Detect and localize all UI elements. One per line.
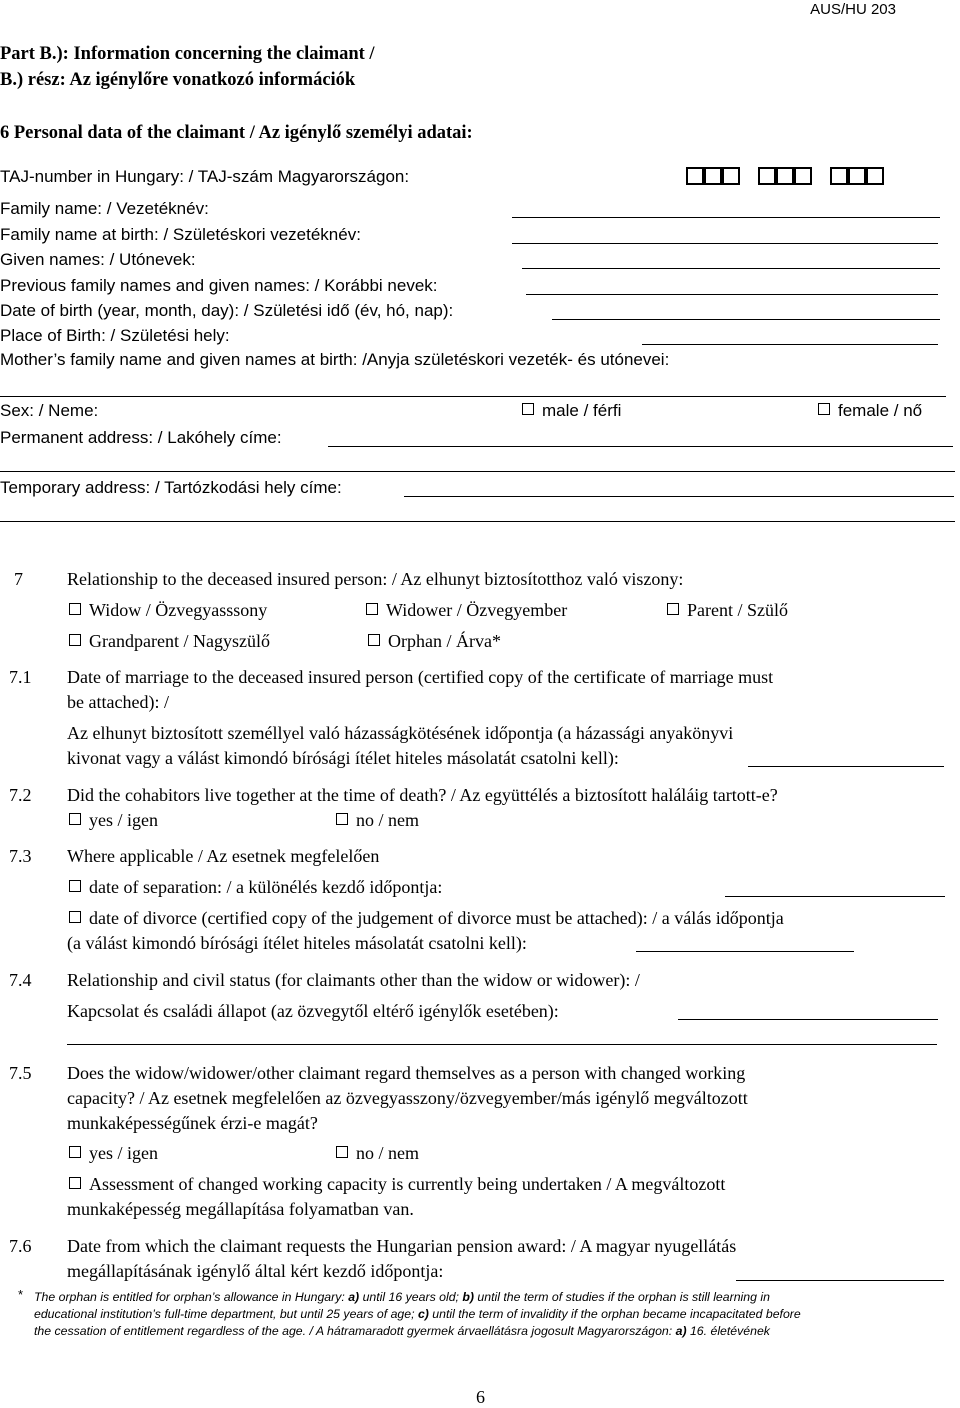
section-7-2-question: Did the cohabitors live together at the time of death? / Az együttélés a biztosított haláláig tartott-e?	[67, 785, 778, 805]
checkbox-icon	[336, 813, 348, 825]
permanent-address-field-2[interactable]	[0, 471, 955, 472]
checkbox-icon	[667, 603, 679, 615]
option-parent[interactable]: Parent / Szülő	[667, 600, 788, 621]
checkbox-icon	[818, 403, 830, 415]
part-title-hu: B.) rész: Az igénylőre vonatkozó információk	[0, 70, 356, 90]
cohabit-no-option[interactable]: no / nem	[336, 810, 419, 831]
temporary-address-field[interactable]	[404, 496, 954, 497]
taj-label: TAJ-number in Hungary: / TAJ-szám Magyarországon:	[0, 167, 410, 186]
section-7-5-line1: Does the widow/widower/other claimant regard themselves as a person with changed working	[67, 1063, 746, 1083]
family-name-field[interactable]	[512, 217, 940, 218]
pension-start-date-field[interactable]	[736, 1280, 944, 1281]
civil-status-field-2[interactable]	[67, 1044, 937, 1045]
section-7-6-line1: Date from which the claimant requests the Hungarian pension award: / A magyar nyugellátás	[67, 1236, 737, 1256]
footnote-star: *	[18, 1287, 24, 1302]
checkbox-icon	[336, 1146, 348, 1158]
section-7-1-line2: be attached): /	[67, 692, 169, 712]
place-of-birth-field[interactable]	[642, 344, 938, 345]
capacity-no-option[interactable]: no / nem	[336, 1143, 419, 1164]
sex-label: Sex: / Neme:	[0, 401, 99, 420]
checkbox-icon	[69, 1146, 81, 1158]
civil-status-field[interactable]	[678, 1019, 938, 1020]
previous-names-label: Previous family names and given names: / Korábbi nevek:	[0, 276, 438, 295]
option-grandparent[interactable]: Grandparent / Nagyszülő	[69, 631, 270, 652]
sex-female-option[interactable]: female / nő	[818, 401, 922, 421]
section-7-5-line2: capacity? / Az esetnek megfelelően az özvegyasszony/özvegyember/más igénylő megváltozott	[67, 1088, 748, 1108]
capacity-yes-option[interactable]: yes / igen	[69, 1143, 158, 1164]
option-orphan[interactable]: Orphan / Árva*	[368, 631, 501, 652]
family-name-birth-label: Family name at birth: / Születéskori vezetéknév:	[0, 225, 361, 244]
checkbox-icon	[522, 403, 534, 415]
assessment-line2: munkaképesség megállapítása folyamatban van.	[67, 1199, 414, 1219]
checkbox-icon	[69, 880, 81, 892]
checkbox-icon	[69, 813, 81, 825]
given-names-field[interactable]	[522, 268, 940, 269]
footnote-line2: educational institution’s full-time department, but until 25 years of age; c) until the term of invalidity if the orphan became incapacitated before	[34, 1307, 801, 1321]
sex-male-option[interactable]: male / férfi	[522, 401, 621, 421]
taj-group-3	[830, 167, 884, 190]
section-7-1-line3: Az elhunyt biztosított személlyel való házasságkötésének időpontja (a házassági anyakönyvi	[67, 723, 734, 743]
marriage-date-field[interactable]	[748, 766, 944, 767]
family-name-label: Family name: / Vezetéknév:	[0, 199, 209, 218]
divorce-option[interactable]: date of divorce (certified copy of the judgement of divorce must be attached): / a válás időpontja	[69, 908, 784, 929]
permanent-address-field[interactable]	[328, 446, 953, 447]
checkbox-icon	[69, 634, 81, 646]
assessment-option[interactable]: Assessment of changed working capacity is currently being undertaken / A megváltozott	[69, 1174, 725, 1195]
checkbox-icon	[368, 634, 380, 646]
family-name-birth-field[interactable]	[512, 243, 938, 244]
temporary-address-field-2[interactable]	[0, 521, 955, 522]
place-of-birth-label: Place of Birth: / Születési hely:	[0, 326, 230, 345]
section-7-6-number: 7.6	[9, 1236, 32, 1256]
section-7-6-line2: megállapításának igénylő által kért kezdő időpontja:	[67, 1261, 444, 1281]
mother-name-label: Mother’s family name and given names at birth: /Anyja születéskori vezeték- és utónevei:	[0, 350, 670, 369]
previous-names-field[interactable]	[526, 294, 938, 295]
section-7-2-number: 7.2	[9, 785, 32, 805]
section-7-title: Relationship to the deceased insured person: / Az elhunyt biztosítotthoz való viszony:	[67, 569, 684, 589]
option-widower[interactable]: Widower / Özvegyember	[366, 600, 567, 621]
temporary-address-label: Temporary address: / Tartózkodási hely címe:	[0, 478, 342, 497]
separation-date-field[interactable]	[725, 896, 945, 897]
divorce-line2: (a válást kimondó bírósági ítélet hiteles másolatát csatolni kell):	[67, 933, 527, 953]
section-7-number: 7	[14, 569, 23, 589]
footnote-line3: the cessation of entitlement regardless of the age. / A hátramaradott gyermek árvaellátásra jogosult Magyarországon: a) 16. életévének	[34, 1324, 770, 1338]
section-7-3-title: Where applicable / Az esetnek megfelelően	[67, 846, 380, 866]
mother-name-field[interactable]	[0, 396, 946, 397]
taj-number-boxes[interactable]	[686, 167, 884, 190]
checkbox-icon	[69, 911, 81, 923]
page-number: 6	[476, 1387, 485, 1407]
permanent-address-label: Permanent address: / Lakóhely címe:	[0, 428, 282, 447]
section-7-4-line2: Kapcsolat és családi állapot (az özvegytől eltérő igénylők esetében):	[67, 1001, 559, 1021]
date-of-birth-label: Date of birth (year, month, day): / Születési idő (év, hó, nap):	[0, 301, 454, 320]
section-7-5-number: 7.5	[9, 1063, 32, 1083]
taj-group-1	[686, 167, 740, 190]
checkbox-icon	[69, 603, 81, 615]
section-7-5-line3: munkaképességűnek érzi-e magát?	[67, 1113, 318, 1133]
footnote-line1: The orphan is entitled for orphan’s allowance in Hungary: a) until 16 years old; b) until the term of studies if the orphan is still learning in	[34, 1290, 770, 1304]
section-7-1-line4: kivonat vagy a válást kimondó bírósági ítélet hiteles másolatát csatolni kell):	[67, 748, 619, 768]
section-7-3-number: 7.3	[9, 846, 32, 866]
section-6-title: 6 Personal data of the claimant / Az igénylő személyi adatai:	[0, 123, 473, 143]
document-code: AUS/HU 203	[810, 1, 896, 18]
section-7-4-number: 7.4	[9, 970, 32, 990]
divorce-date-field[interactable]	[636, 951, 854, 952]
date-of-birth-field[interactable]	[552, 319, 940, 320]
checkbox-icon	[366, 603, 378, 615]
section-7-1-line1: Date of marriage to the deceased insured person (certified copy of the certificate of marriage must	[67, 667, 774, 687]
part-title-en: Part B.): Information concerning the claimant /	[0, 44, 375, 64]
checkbox-icon	[69, 1177, 81, 1189]
given-names-label: Given names: / Utónevek:	[0, 250, 196, 269]
option-widow[interactable]: Widow / Özvegyasssony	[69, 600, 267, 621]
section-7-4-line1: Relationship and civil status (for claimants other than the widow or widower): /	[67, 970, 640, 990]
cohabit-yes-option[interactable]: yes / igen	[69, 810, 158, 831]
separation-option[interactable]: date of separation: / a különélés kezdő időpontja:	[69, 877, 442, 898]
section-7-1-number: 7.1	[9, 667, 32, 687]
taj-group-2	[758, 167, 812, 190]
